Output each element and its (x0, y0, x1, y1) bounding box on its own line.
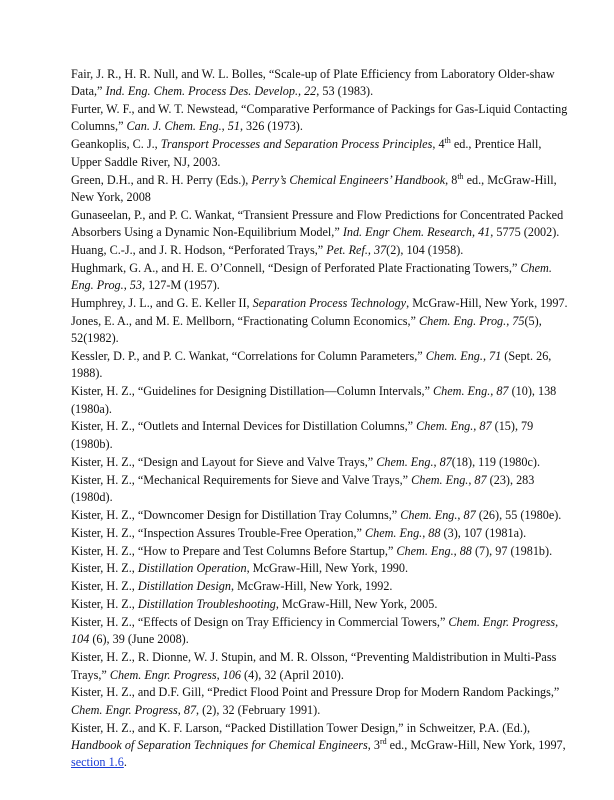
reference-text: Kister, H. Z., “How to Prepare and Test Columns Before Startup,” (71, 543, 397, 558)
reference-text: (26), 55 (1980e). (475, 507, 562, 522)
reference-italic-text: Chem. Eng., 87 (433, 384, 509, 399)
reference-entry (71, 578, 571, 595)
reference-italic-text: Distillation Operation (137, 561, 247, 576)
reference-superscript: th (444, 136, 451, 146)
reference-italic-text: Chem. Engr. Progress, 106 (109, 667, 241, 682)
reference-text: (Sept. 26, 1988). (71, 349, 552, 381)
reference-entry (71, 720, 571, 772)
reference-text: , 326 (1973). (239, 119, 303, 134)
reference-entry (71, 596, 571, 613)
reference-text: Kister, H. Z., “Downcomer Design for Distillation Tray Columns,” (71, 507, 401, 522)
reference-entry (71, 136, 571, 171)
reference-text: (4), 32 (April 2010). (240, 667, 344, 682)
reference-italic-text: Chem. Eng. Prog., 53 (71, 260, 552, 293)
reference-italic-text: Chem. Eng., 88 (396, 543, 472, 558)
reference-italic-text: Handbook of Separation Techniques for Chemical Engineers (71, 737, 368, 752)
reference-text: , (2), 32 (February 1991). (196, 702, 321, 717)
reference-entry (71, 649, 571, 684)
reference-text: Kister, H. Z., R. Dionne, W. J. Stupin, and M. R. Olsson, “Preventing Maldistribution in Multi-Pass Trays,” (71, 650, 557, 682)
reference-italic-text: Chem. Eng., 87 (400, 507, 476, 522)
reference-text: ed., McGraw-Hill, New York, 1997, (386, 737, 566, 752)
reference-entry (71, 525, 571, 542)
reference-text: Kister, H. Z., (71, 597, 138, 612)
reference-italic-text: Chem. Eng., 87 (416, 419, 492, 434)
reference-text: (5), 52(1982). (71, 313, 542, 346)
reference-text: Kister, H. Z., (71, 561, 138, 576)
reference-text: Green, D.H., and R. H. Perry (Eds.), (71, 172, 252, 187)
reference-text: Fair, J. R., H. R. Null, and W. L. Bolles, “Scale-up of Plate Efficiency from Laboratory Older-shaw Data,” (71, 67, 555, 99)
reference-italic-text: Ind. Engr Chem. Research, 41 (342, 225, 491, 240)
reference-text: Kister, H. Z., and K. F. Larson, “Packed Distillation Tower Design,” in Schweitzer, P.A. (Ed.), (71, 720, 530, 735)
reference-italic-text: Chem. Engr. Progress, 87 (71, 702, 197, 717)
reference-italic-text: Ind. Eng. Chem. Process Des. Develop., 22 (105, 84, 317, 99)
reference-italic-text: Chem. Engr. Progress, 104 (71, 615, 559, 647)
reference-entry (71, 507, 571, 524)
reference-text: (15), 79 (1980b). (71, 419, 534, 451)
reference-text: Kister, H. Z., and D.F. Gill, “Predict Flood Point and Pressure Drop for Modern Random Packings,” (71, 685, 560, 700)
reference-italic-text: Chem. Eng., 88 (365, 525, 441, 540)
reference-italic-text: Transport Processes and Separation Process Principles (160, 137, 433, 152)
reference-text: Kister, H. Z., “Design and Layout for Sieve and Valve Trays,” (71, 454, 377, 469)
reference-text: . (123, 755, 127, 770)
reference-italic-text: Perry’s Chemical Engineers’ Handbook (251, 172, 446, 187)
reference-superscript: th (457, 171, 464, 181)
reference-text: , McGraw-Hill, New York, 1990. (246, 561, 409, 576)
reference-text: (3), 107 (1981a). (440, 525, 527, 540)
reference-entry (71, 66, 571, 101)
reference-text: (6), 39 (June 2008). (89, 632, 189, 647)
reference-entry (71, 295, 571, 312)
reference-italic-text: Chem. Eng., 71 (425, 349, 502, 364)
reference-text: (7), 97 (1981b). (471, 543, 553, 558)
reference-entry (71, 418, 571, 453)
reference-italic-text: Distillation Troubleshooting (137, 597, 276, 612)
section-link[interactable]: section 1.6 (71, 755, 124, 770)
reference-entry (71, 313, 571, 348)
reference-list (71, 66, 571, 772)
reference-text: (10), 138 (1980a). (71, 384, 557, 416)
reference-text: ed., Prentice Hall, Upper Saddle River, NJ, 2003. (71, 137, 542, 169)
reference-text: Geankoplis, C. J., (71, 137, 161, 152)
reference-text: Kister, H. Z., “Guidelines for Designing Distillation—Column Intervals,” (71, 384, 434, 399)
reference-text: , 53 (1983). (316, 84, 374, 99)
reference-italic-text: Chem. Eng. Prog., 75 (418, 313, 525, 328)
reference-text: Kister, H. Z., “Outlets and Internal Devices for Distillation Columns,” (71, 419, 417, 434)
reference-text: Kessler, D. P., and P. C. Wankat, “Correlations for Column Parameters,” (71, 349, 426, 364)
reference-entry (71, 454, 571, 471)
reference-text: Kister, H. Z., (71, 579, 138, 594)
reference-text: Furter, W. F., and W. T. Newstead, “Comparative Performance of Packings for Gas-Liquid Contacting Columns,” (71, 102, 568, 134)
reference-text: (23), 283 (1980d). (71, 472, 535, 504)
reference-text: Kister, H. Z., “Effects of Design on Tray Efficiency in Commercial Towers,” (71, 615, 449, 630)
reference-italic-text: Pet. Ref., 37 (326, 242, 387, 257)
reference-entry (71, 472, 571, 507)
reference-text: , 127-M (1957). (141, 278, 220, 293)
reference-entry (71, 614, 571, 649)
reference-entry (71, 260, 571, 295)
reference-text: Jones, E. A., and M. E. Mellborn, “Fractionating Column Economics,” (71, 313, 419, 328)
reference-text: , McGraw-Hill, New York, 2005. (275, 597, 438, 612)
reference-text: , 5775 (2002). (490, 225, 560, 240)
reference-italic-text: Can. J. Chem. Eng., 51 (126, 119, 240, 134)
reference-text: (2), 104 (1958). (386, 242, 464, 257)
reference-italic-text: Chem. Eng., 87 (376, 454, 452, 469)
reference-text: , 3 (367, 737, 380, 752)
reference-italic-text: Separation Process Technology (252, 296, 407, 311)
reference-text: , McGraw-Hill, New York, 1997. (406, 296, 568, 311)
reference-entry (71, 348, 571, 383)
reference-superscript: rd (379, 736, 387, 746)
reference-text: Hughmark, G. A., and H. E. O’Connell, “Design of Perforated Plate Fractionating Towers,” (71, 260, 521, 275)
reference-text: Kister, H. Z., “Mechanical Requirements for Sieve and Valve Trays,” (71, 472, 412, 487)
reference-text: , 8 (445, 172, 458, 187)
reference-entry (71, 172, 571, 207)
reference-entry (71, 560, 571, 577)
reference-text: , 4 (432, 137, 445, 152)
reference-text: Kister, H. Z., “Inspection Assures Trouble-Free Operation,” (71, 525, 365, 540)
reference-entry (71, 684, 571, 719)
reference-text: Humphrey, J. L., and G. E. Keller II, (71, 296, 253, 311)
reference-entry (71, 242, 571, 259)
reference-entry (71, 383, 571, 418)
reference-text: ed., McGraw-Hill, New York, 2008 (71, 172, 557, 204)
reference-text: Huang, C.-J., and J. R. Hodson, “Perforated Trays,” (71, 242, 327, 257)
reference-text: Gunaseelan, P., and P. C. Wankat, “Transient Pressure and Flow Predictions for Concentrated Packed Absorbers Using a Dynamic Non-Equilibrium Model,” (71, 207, 564, 240)
reference-italic-text: Distillation Design (137, 579, 231, 594)
reference-entry (71, 101, 571, 136)
reference-entry (71, 207, 571, 242)
reference-entry (71, 543, 571, 560)
reference-italic-text: Chem. Eng., 87 (411, 472, 487, 487)
reference-text: (18), 119 (1980c). (451, 454, 541, 469)
reference-text: , McGraw-Hill, New York, 1992. (230, 579, 393, 594)
